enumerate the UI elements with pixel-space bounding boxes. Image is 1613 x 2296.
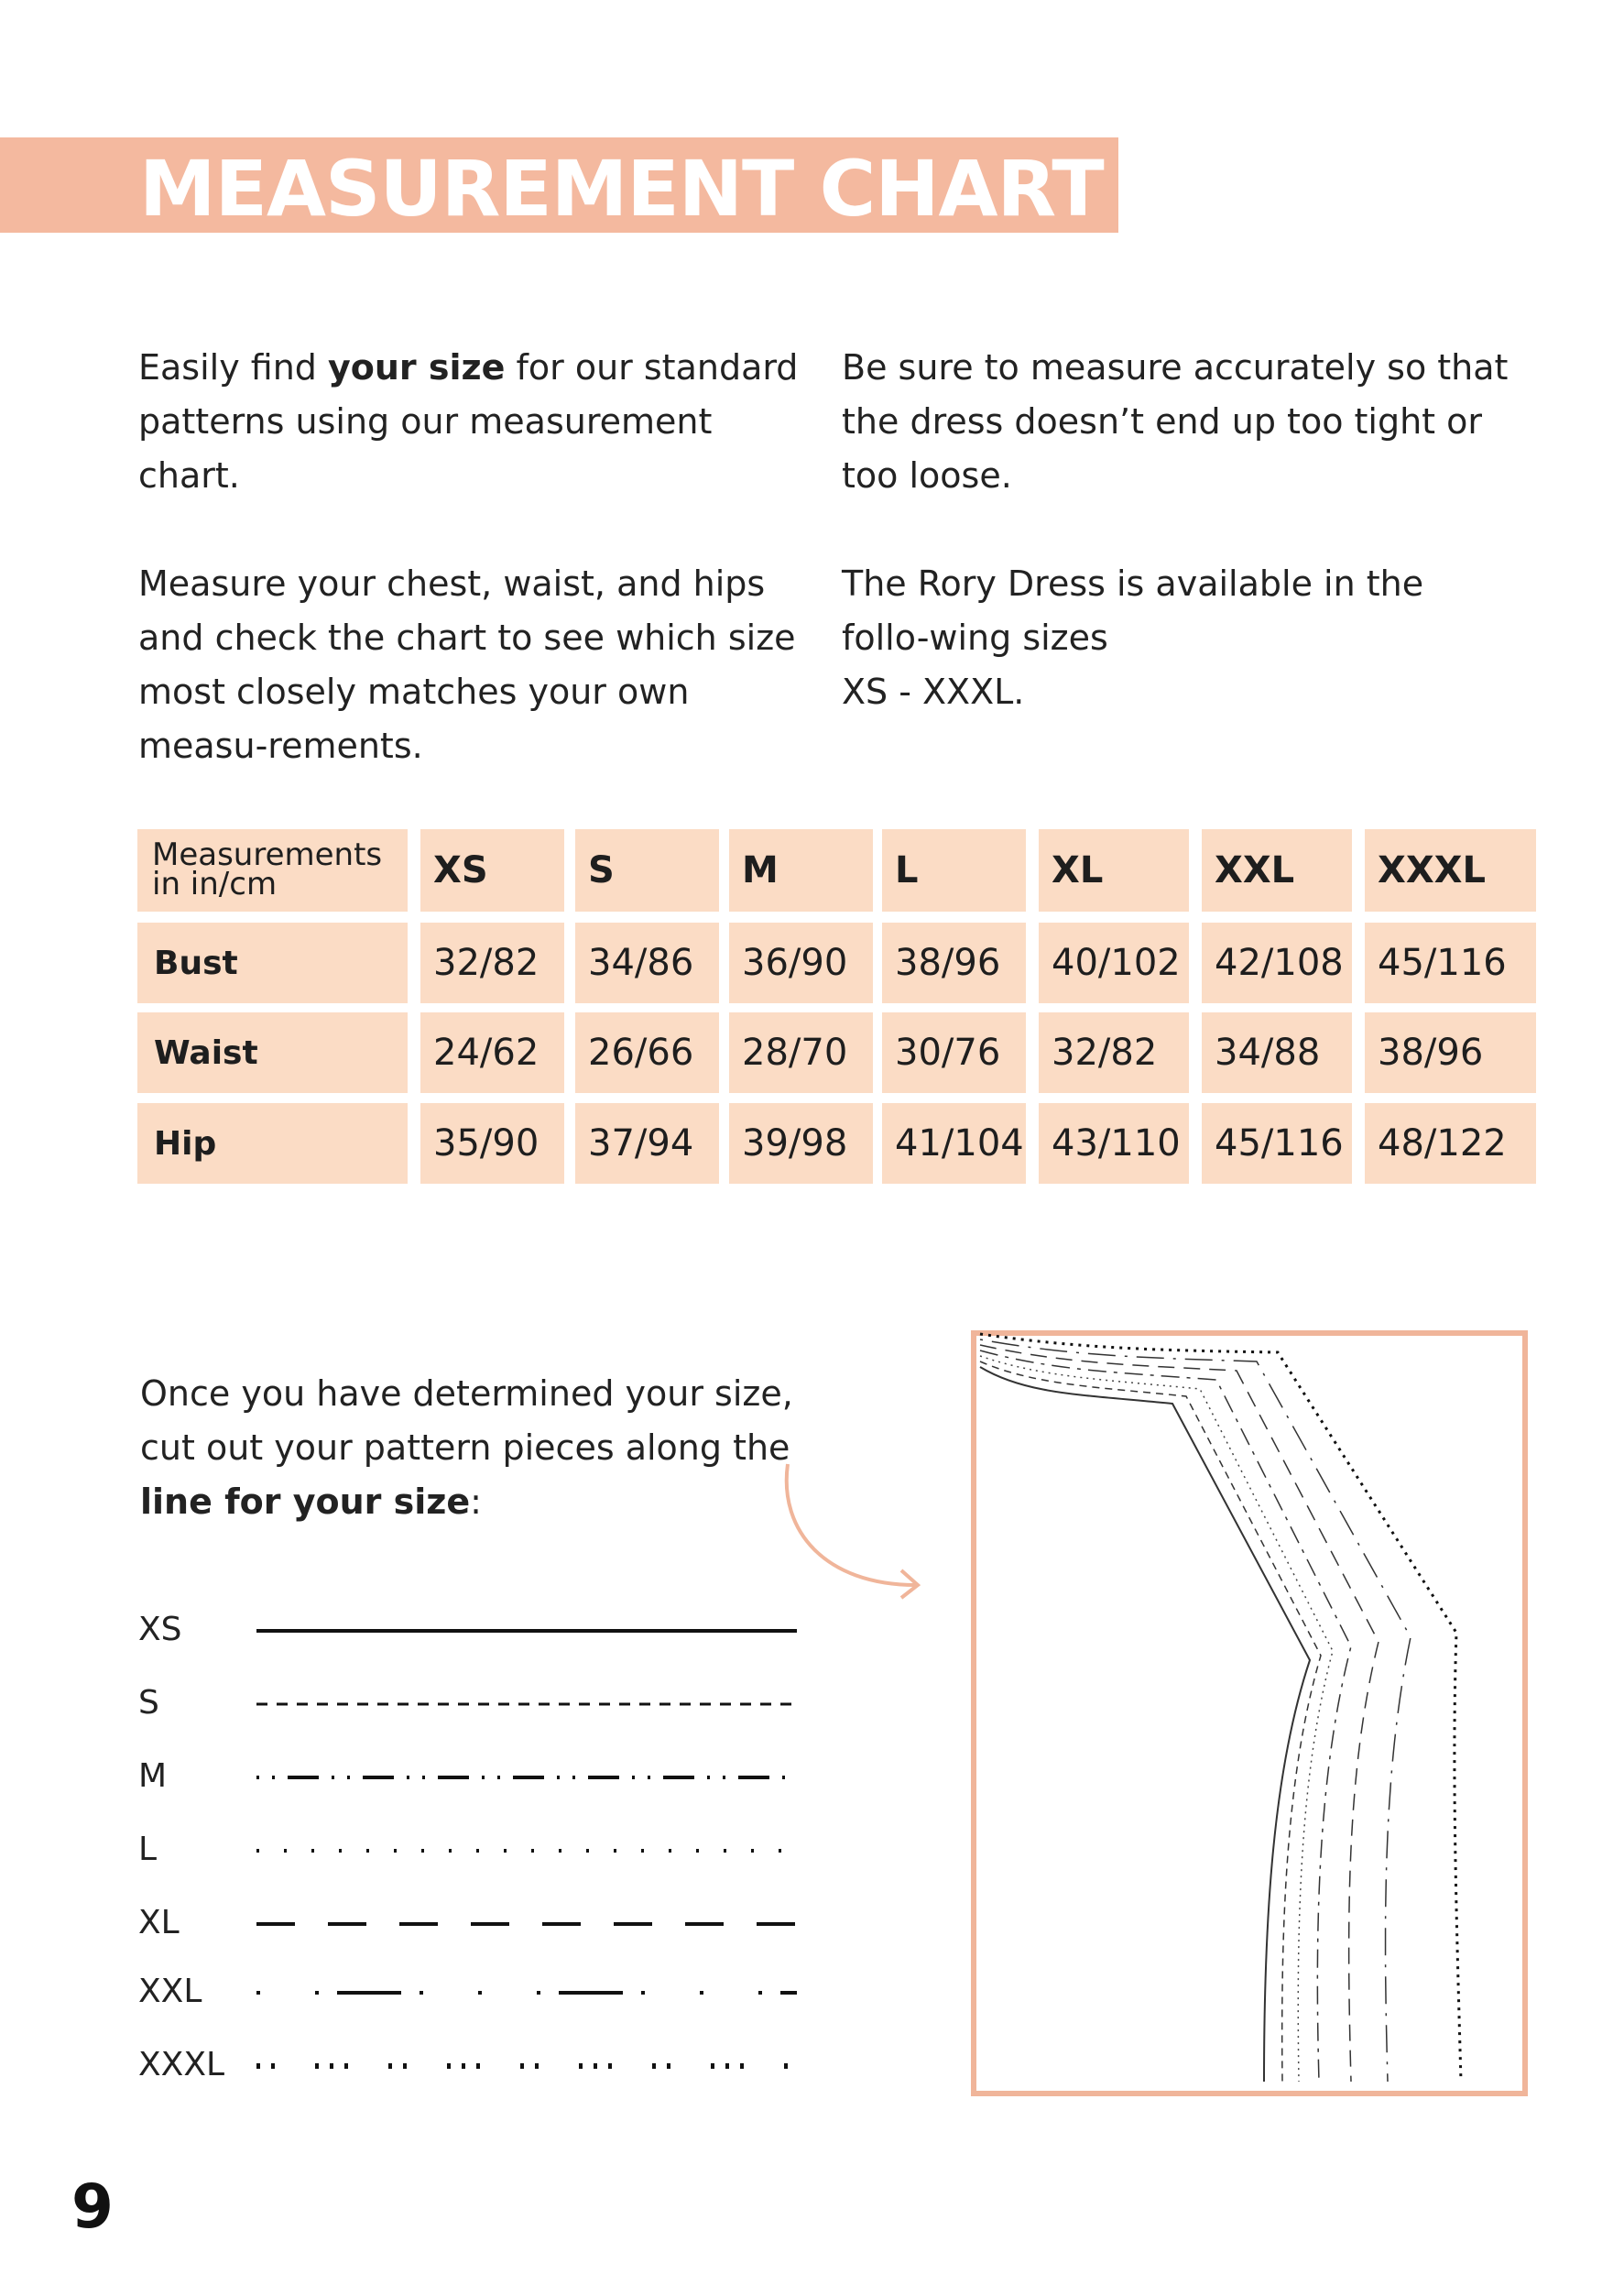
table-cell: 39/98 (729, 1103, 873, 1184)
size-header-xs: XS (420, 829, 564, 912)
legend-label-xs: XS (138, 1611, 182, 1648)
table-cell: 34/86 (575, 923, 719, 1003)
table-cell: 35/90 (420, 1103, 564, 1184)
table-cell: 45/116 (1365, 923, 1536, 1003)
table-cell: 43/110 (1039, 1103, 1189, 1184)
legend-label-m: M (138, 1757, 168, 1795)
intro-paragraph-3: Be sure to measure accurately so that the dress doesn’t end up too tight or too loose. (842, 347, 1509, 496)
table-cell: 24/62 (420, 1012, 564, 1093)
page-number: 9 (71, 2171, 114, 2242)
row-header-waist: Waist (137, 1012, 408, 1093)
legend-label-s: S (138, 1684, 159, 1722)
table-cell: 32/82 (1039, 1012, 1189, 1093)
intro-paragraph-2: Measure your chest, waist, and hips and check the chart to see which size most closely matches your own measu-rements. (138, 563, 796, 766)
line-legend (247, 1594, 815, 2089)
pattern-illustration (971, 1330, 1528, 2096)
corner-header-text: Measurements (152, 836, 383, 873)
legend-label-l: L (138, 1831, 158, 1868)
instruction-text: Once you have determined your size, cut out your pattern pieces along the (140, 1373, 793, 1468)
table-cell: 26/66 (575, 1012, 719, 1093)
intro-text: Easily find (138, 347, 328, 388)
size-range-text: XS - XXXL. (842, 672, 1025, 712)
table-cell: 38/96 (882, 923, 1026, 1003)
corner-header-text: in in/cm (152, 866, 278, 902)
intro-text: The Rory Dress is available in the follo-wing sizes (842, 563, 1424, 658)
size-header-s: S (575, 829, 719, 912)
instruction-text: : (470, 1481, 482, 1522)
legend-label-xxxl: XXXL (138, 2046, 225, 2083)
intro-paragraph-1 (138, 341, 816, 503)
table-cell: 32/82 (420, 923, 564, 1003)
table-cell: 30/76 (882, 1012, 1026, 1093)
table-cell: 36/90 (729, 923, 873, 1003)
table-cell: 28/70 (729, 1012, 873, 1093)
row-header-bust: Bust (137, 923, 408, 1003)
legend-label-xxl: XXL (138, 1973, 202, 2010)
intro-text: for our standard patterns using our measurement chart. (138, 347, 799, 496)
curved-arrow-icon (779, 1457, 934, 1603)
table-cell: 37/94 (575, 1103, 719, 1184)
size-header-xl: XL (1039, 829, 1189, 912)
size-header-xxxl: XXXL (1365, 829, 1536, 912)
table-cell: 38/96 (1365, 1012, 1536, 1093)
table-cell: 45/116 (1202, 1103, 1352, 1184)
cut-instruction (140, 1367, 800, 1529)
size-header-m: M (729, 829, 873, 912)
table-cell: 34/88 (1202, 1012, 1352, 1093)
table-corner-header (137, 829, 408, 912)
intro-left-column (138, 341, 816, 773)
intro-bold-text: your size (328, 347, 506, 388)
intro-right-column (842, 341, 1520, 719)
table-cell: 41/104 (882, 1103, 1026, 1184)
size-header-l: L (882, 829, 1026, 912)
page-title: MEASUREMENT CHART (139, 144, 1104, 234)
table-cell: 42/108 (1202, 923, 1352, 1003)
row-header-hip: Hip (137, 1103, 408, 1184)
legend-label-xl: XL (138, 1904, 180, 1941)
table-cell: 48/122 (1365, 1103, 1536, 1184)
size-header-xxl: XXL (1202, 829, 1352, 912)
intro-paragraph-4 (842, 557, 1520, 719)
table-cell: 40/102 (1039, 923, 1189, 1003)
instruction-bold-text: line for your size (140, 1481, 471, 1522)
